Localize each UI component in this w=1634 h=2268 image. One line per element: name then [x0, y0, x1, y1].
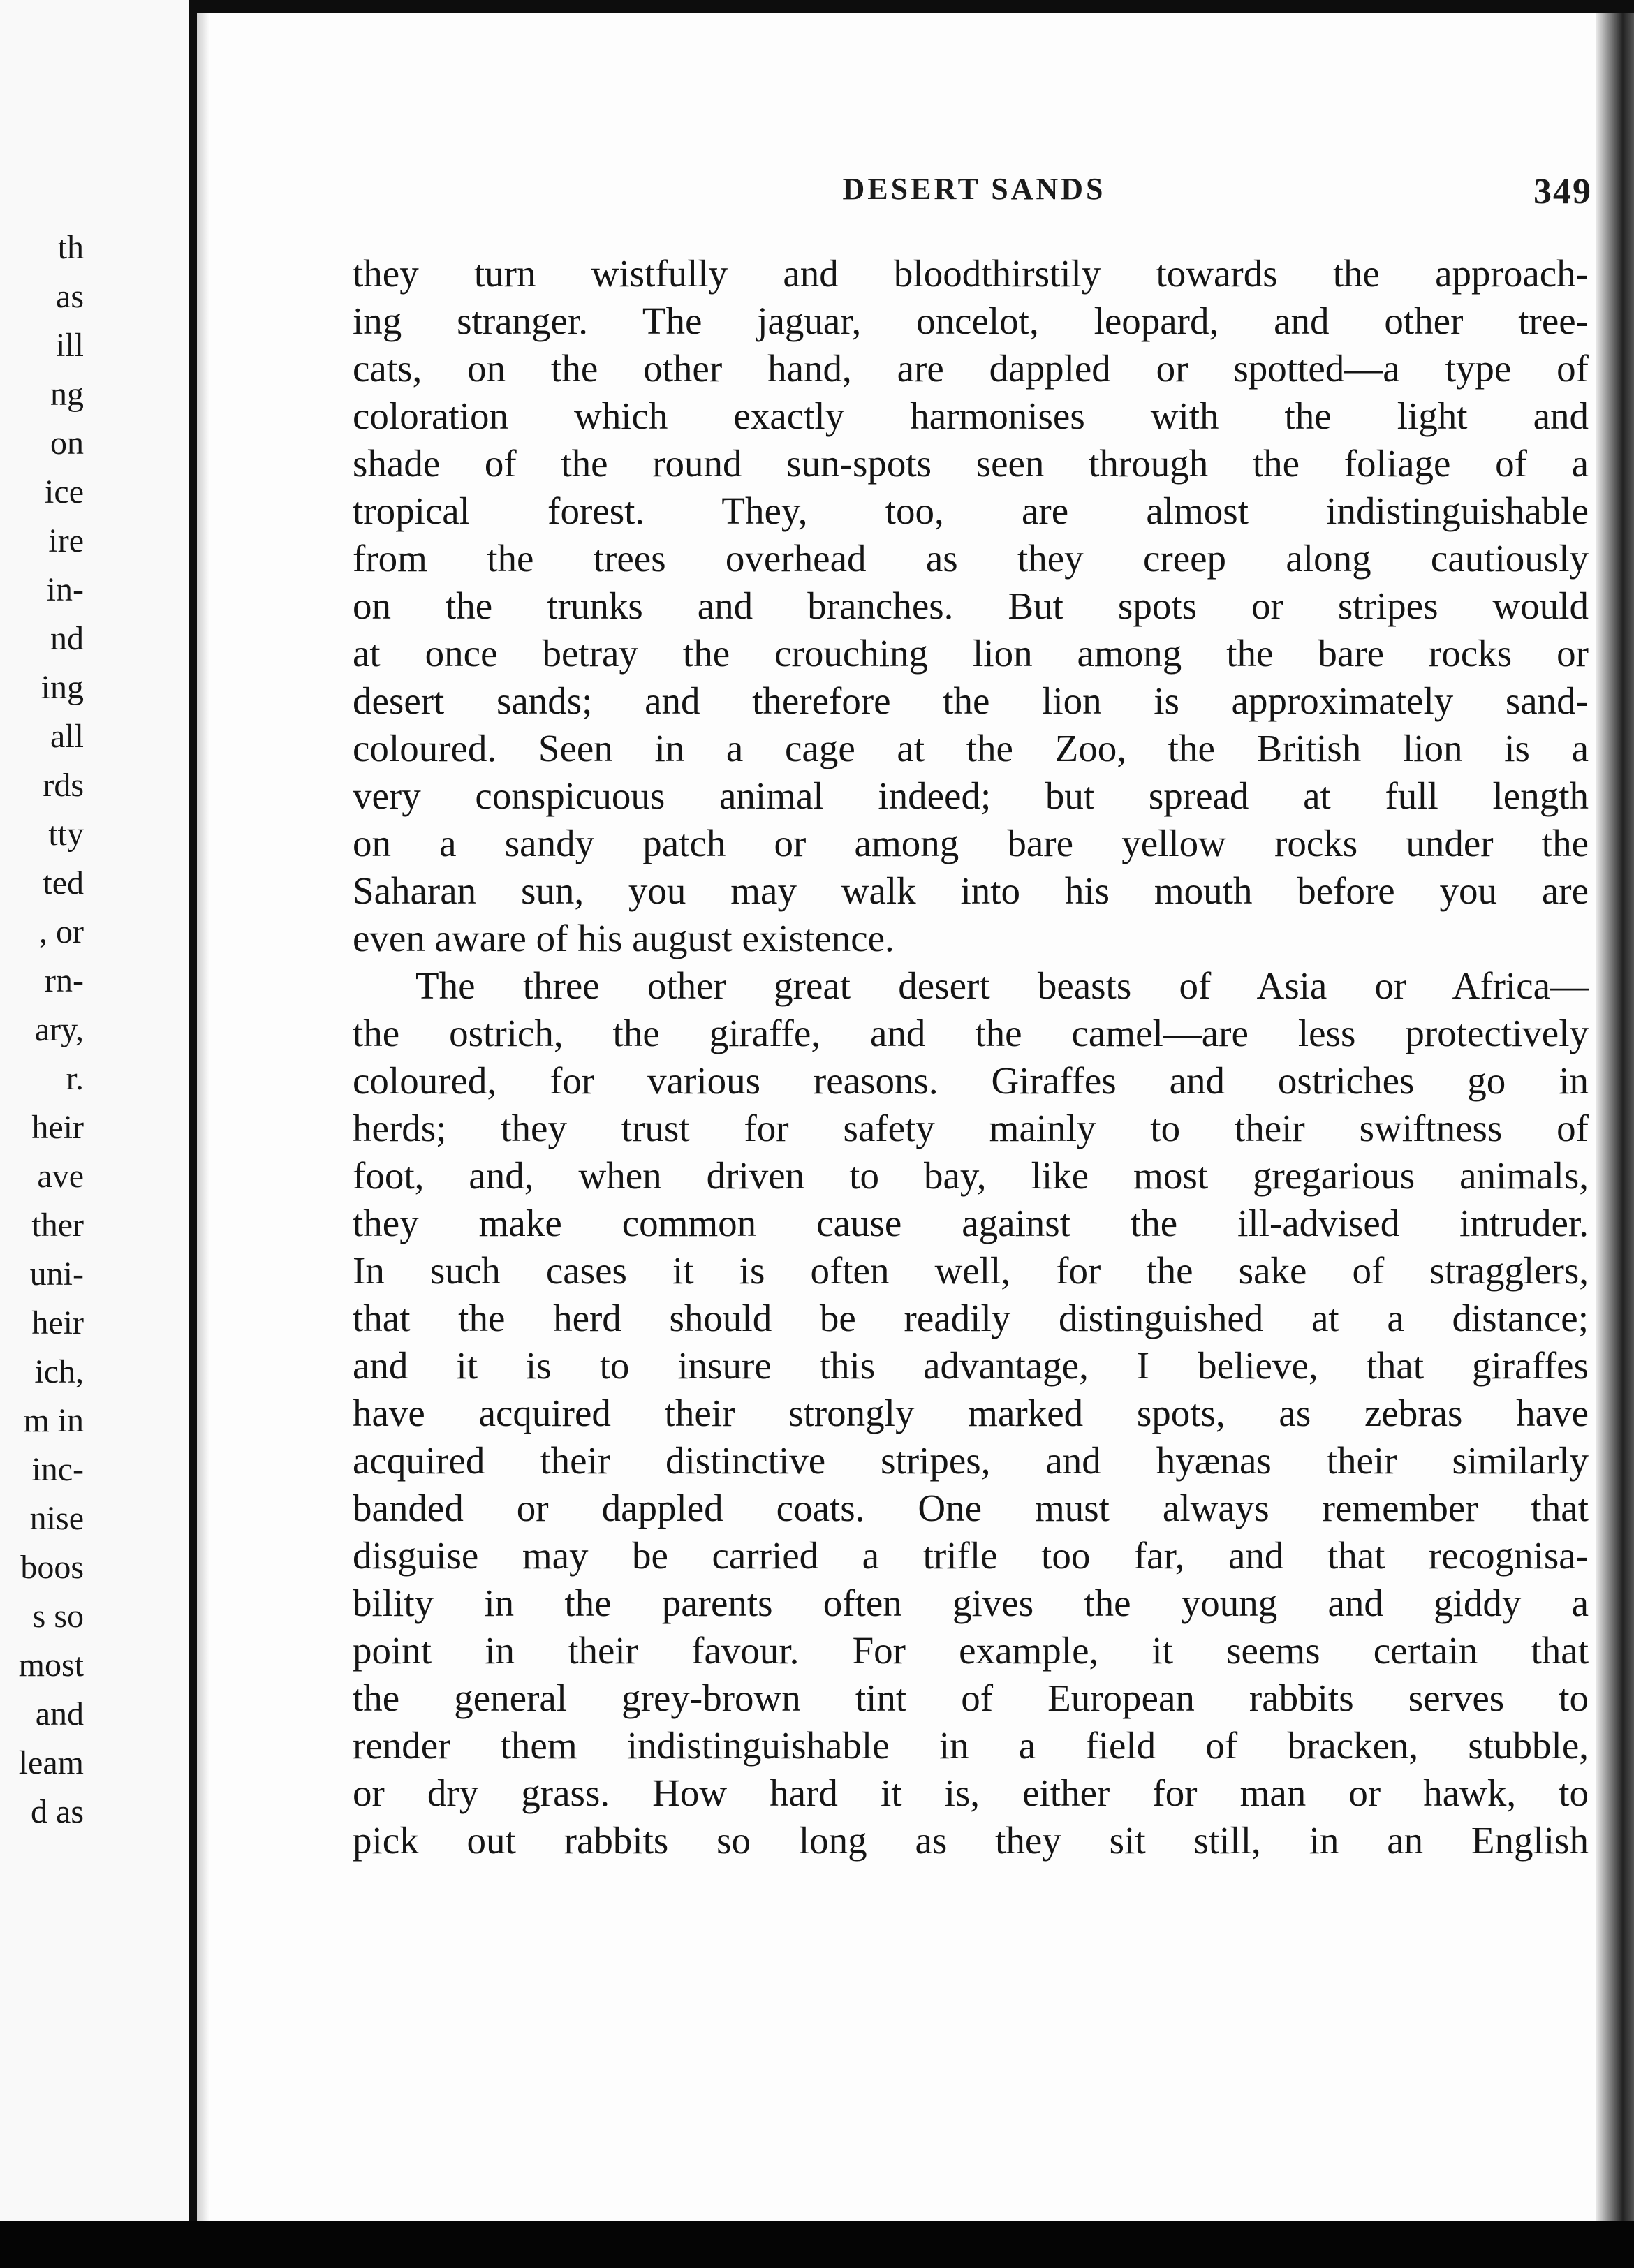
fragment-line: th — [57, 229, 84, 266]
fragment-line: nise — [29, 1500, 84, 1537]
book-page — [209, 13, 1596, 2221]
running-title: DESERT SANDS — [842, 172, 1106, 206]
fragment-line: heir — [31, 1304, 84, 1341]
fragment-line: rn- — [45, 962, 84, 999]
text-line: from the trees overhead as they creep along cautiously — [353, 537, 1589, 580]
fragment-line: all — [50, 718, 84, 755]
text-line: banded or dappled coats. One must always remember that — [353, 1487, 1589, 1529]
fragment-line: ng — [50, 376, 84, 413]
scan-bottom-border — [0, 2221, 1634, 2268]
body-text — [353, 250, 1589, 1864]
text-line: even aware of his august existence. — [353, 917, 895, 959]
text-line: pick out rabbits so long as they sit still, in an English — [353, 1819, 1589, 1862]
fragment-line: nd — [50, 620, 84, 657]
text-line: and it is to insure this advantage, I believe, that giraffes — [353, 1344, 1589, 1387]
fragment-line: ted — [43, 864, 84, 901]
fragment-line: uni- — [29, 1256, 84, 1293]
text-line: cats, on the other hand, are dappled or spotted—a type of — [353, 347, 1589, 390]
text-line: acquired their distinctive stripes, and hyænas their similarly — [353, 1439, 1589, 1482]
text-line: have acquired their strongly marked spots, as zebras have — [353, 1392, 1589, 1434]
fragment-line: ing — [41, 669, 84, 706]
text-line: In such cases it is often well, for the sake of stragglers, — [353, 1249, 1589, 1292]
fragment-line: ice — [45, 473, 84, 510]
fragment-line: as — [56, 278, 84, 315]
text-line: foot, and, when driven to bay, like most gregarious animals, — [353, 1154, 1589, 1197]
text-line: coloration which exactly harmonises with the light and — [353, 395, 1589, 437]
fragment-line: ich, — [34, 1353, 84, 1390]
text-line: The three other great desert beasts of Asia or Africa— — [415, 964, 1589, 1007]
fragment-line: inc- — [31, 1451, 84, 1488]
fragment-line: tty — [48, 816, 84, 853]
fragment-line: most — [18, 1647, 84, 1684]
text-line: ing stranger. The jaguar, oncelot, leopard, and other tree- — [353, 300, 1589, 342]
fragment-line: and — [35, 1695, 84, 1732]
fragment-line: in- — [46, 571, 84, 608]
page-number: 349 — [1533, 172, 1592, 212]
fragment-line: boos — [20, 1549, 84, 1586]
text-line: point in their favour. For example, it seems certain that — [353, 1629, 1589, 1672]
facing-page-text-fragments — [0, 223, 189, 1836]
fragment-line: , or — [39, 913, 84, 950]
paragraph — [353, 962, 1589, 1864]
text-line: desert sands; and therefore the lion is approximately sand- — [353, 679, 1589, 722]
running-head — [356, 163, 1592, 226]
fragment-line: ill — [55, 327, 84, 364]
text-line: on the trunks and branches. But spots or stripes would — [353, 584, 1589, 627]
text-line: herds; they trust for safety mainly to their swiftness of — [353, 1107, 1589, 1149]
fragment-line: leam — [18, 1744, 84, 1781]
fragment-line: ary, — [34, 1011, 84, 1048]
fragment-line: heir — [31, 1109, 84, 1146]
text-line: shade of the round sun-spots seen through the foliage of a — [353, 442, 1589, 485]
binding-gutter-line — [189, 0, 197, 2221]
text-line: or dry grass. How hard it is, either for man or hawk, to — [353, 1772, 1589, 1814]
fragment-line: ther — [31, 1207, 84, 1244]
text-line: the general grey-brown tint of European rabbits serves to — [353, 1677, 1589, 1719]
text-line: Saharan sun, you may walk into his mouth before you are — [353, 869, 1589, 912]
text-line: very conspicuous animal indeed; but spread at full length — [353, 774, 1589, 817]
facing-page-left — [0, 0, 189, 2221]
text-line: disguise may be carried a trifle too far, and that recognisa- — [353, 1534, 1589, 1577]
fragment-line: on — [50, 425, 84, 462]
text-line: coloured, for various reasons. Giraffes and ostriches go in — [353, 1059, 1589, 1102]
text-line: bility in the parents often gives the young and giddy a — [353, 1582, 1589, 1624]
text-line: coloured. Seen in a cage at the Zoo, the British lion is a — [353, 727, 1589, 770]
text-line: at once betray the crouching lion among the bare rocks or — [353, 632, 1589, 675]
fragment-line: m in — [23, 1402, 84, 1439]
paragraph — [353, 250, 1589, 962]
page-edge-right — [1596, 13, 1634, 2221]
scan-top-border — [197, 0, 1634, 13]
fragment-line: ire — [48, 522, 84, 559]
fragment-line: s so — [32, 1598, 84, 1635]
text-line: the ostrich, the giraffe, and the camel—are less protectively — [353, 1012, 1589, 1054]
gutter-shadow — [197, 0, 209, 2221]
text-line: on a sandy patch or among bare yellow rocks under the — [353, 822, 1589, 864]
fragment-line: ave — [37, 1158, 84, 1195]
fragment-line: r. — [66, 1060, 84, 1097]
text-line: they make common cause against the ill-advised intruder. — [353, 1202, 1589, 1244]
text-line: render them indistinguishable in a field of bracken, stubble, — [353, 1724, 1589, 1767]
fragment-line: rds — [43, 767, 84, 804]
text-line: tropical forest. They, too, are almost indistinguishable — [353, 489, 1589, 532]
text-line: that the herd should be readily distinguished at a distance; — [353, 1297, 1589, 1339]
fragment-line: d as — [31, 1793, 84, 1830]
text-line: they turn wistfully and bloodthirstily towards the approach- — [353, 252, 1589, 295]
